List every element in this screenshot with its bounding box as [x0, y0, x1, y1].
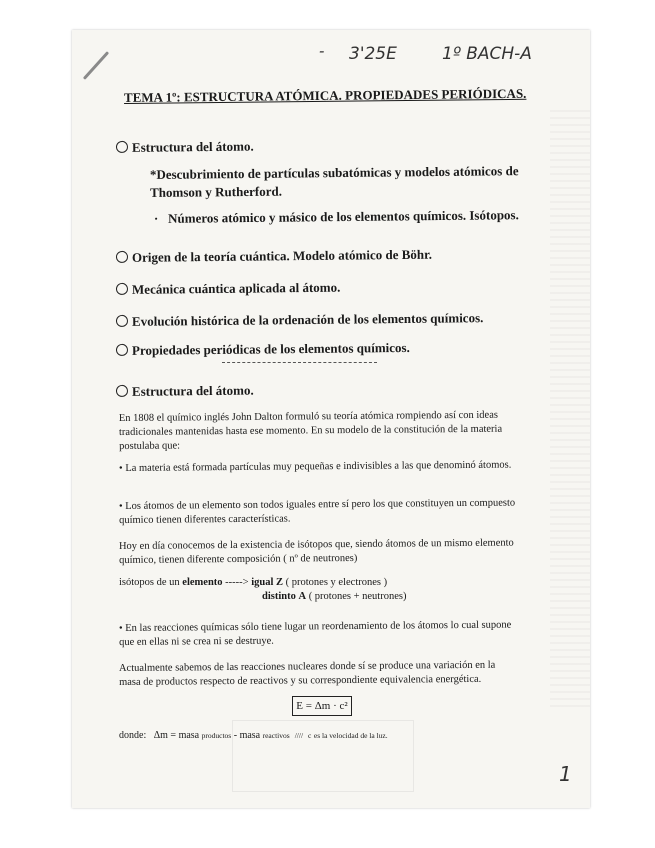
bullet-reactions: • En las reacciones químicas sólo tiene lugar un reordenamiento de los átomos lo cual supone que en ellas ni se crea ni se destruye.: [118, 619, 512, 648]
document-page: [72, 30, 590, 808]
donde-minus: -: [233, 730, 238, 741]
donde-c: c: [308, 731, 312, 740]
outline-item-2-label: Origen de la teoría cuántica. Modelo atómico de Böhr.: [131, 246, 432, 265]
iso-arrow: ----->: [225, 577, 249, 588]
outline-item-3: [116, 280, 340, 298]
formula-legend: [119, 730, 388, 741]
iso-equal: igual: [251, 577, 274, 588]
iso-distinct: distinto: [262, 591, 296, 602]
outline-item-5: [116, 340, 410, 359]
outline-subitem-2-label: Números atómico y másico de los elementos químicos. Isótopos.: [168, 207, 519, 226]
donde-productos: productos: [201, 731, 232, 740]
outline-item-1: [116, 139, 254, 156]
energy-formula: E = Δm · c²: [292, 696, 352, 716]
outline-subitem-1: *Descubrimiento de partículas subatómicas y modelos atómicos de Thomson y Rutherford.: [149, 163, 519, 200]
donde-masa: masa: [239, 730, 261, 741]
circle-bullet-icon: [116, 251, 128, 263]
iso-z-desc: ( protones y electrones ): [285, 577, 388, 588]
dotted-underline: [222, 362, 377, 363]
donde-label: donde:: [119, 730, 147, 741]
bullet-indivisible: • La materia está formada partículas muy pequeñas e indivisibles a las que denominó átomos.: [118, 459, 512, 474]
outline-item-5-label: Propiedades periódicas de los elementos químicos.: [131, 339, 410, 358]
iso-a: A: [298, 591, 307, 602]
outline-subitem-2: [154, 206, 519, 228]
iso-prefix: isótopos de un: [119, 577, 180, 588]
outline-item-3-label: Mecánica cuántica aplicada al átomo.: [131, 279, 341, 297]
bleed-through-texture: [550, 110, 590, 710]
outline-item-1-label: Estructura del átomo.: [131, 138, 254, 155]
handwritten-dash: -: [319, 42, 325, 60]
handwritten-date: 3'25E: [349, 44, 397, 64]
paragraph-nuclear: Actualmente sabemos de las reacciones nucleares donde sí se produce una variación en la masa de productos respecto de reactivos y su correspondiente equivalencia energética.: [118, 659, 496, 688]
outline-item-4-label: Evolución histórica de la ordenación de los elementos químicos.: [131, 310, 484, 329]
staple-mark: [83, 51, 109, 80]
donde-reactivos: reactivos: [262, 731, 290, 740]
donde-dm: Δm = masa: [153, 730, 200, 741]
iso-a-desc: ( protones + neutrones): [308, 591, 407, 602]
circle-bullet-icon: [116, 385, 128, 397]
donde-c-desc: es la velocidad de la luz.: [313, 731, 388, 740]
handwritten-page-number: 1: [559, 762, 572, 786]
bullet-elements: • Los átomos de un elemento son todos iguales entre sí pero los que constituyen un compuesto químico tienen diferentes características.: [118, 497, 516, 526]
section-heading-label: Estructura del átomo.: [131, 382, 254, 399]
paragraph-isotopes: Hoy en día conocemos de la existencia de isótopos que, siendo átomos de un mismo elemento químico, tienen diferente composición ( nº de neutrones): [118, 537, 514, 566]
circle-bullet-icon: [116, 344, 128, 356]
outline-item-4: [116, 310, 484, 330]
iso-z: Z: [276, 577, 284, 588]
donde-separator: ////: [294, 731, 304, 740]
iso-element: elemento: [182, 577, 223, 588]
circle-bullet-icon: [116, 141, 128, 153]
document-title: TEMA 1º: ESTRUCTURA ATÓMICA. PROPIEDADES PERIÓDICAS.: [123, 85, 527, 105]
circle-bullet-icon: [116, 283, 128, 295]
outline-item-2: [116, 247, 432, 266]
section-heading: [116, 383, 254, 400]
paragraph-dalton: En 1808 el químico inglés John Dalton formuló su teoría atómica rompiendo así con ideas tradicionales mantenidas hasta ese momento. En su modelo de la constitución de la materia postulaba que:: [118, 409, 503, 452]
circle-bullet-icon: [116, 315, 128, 327]
dot-bullet: ·: [153, 210, 159, 226]
handwritten-group: 1º BACH-A: [442, 44, 532, 64]
isotope-definition: [119, 576, 406, 604]
